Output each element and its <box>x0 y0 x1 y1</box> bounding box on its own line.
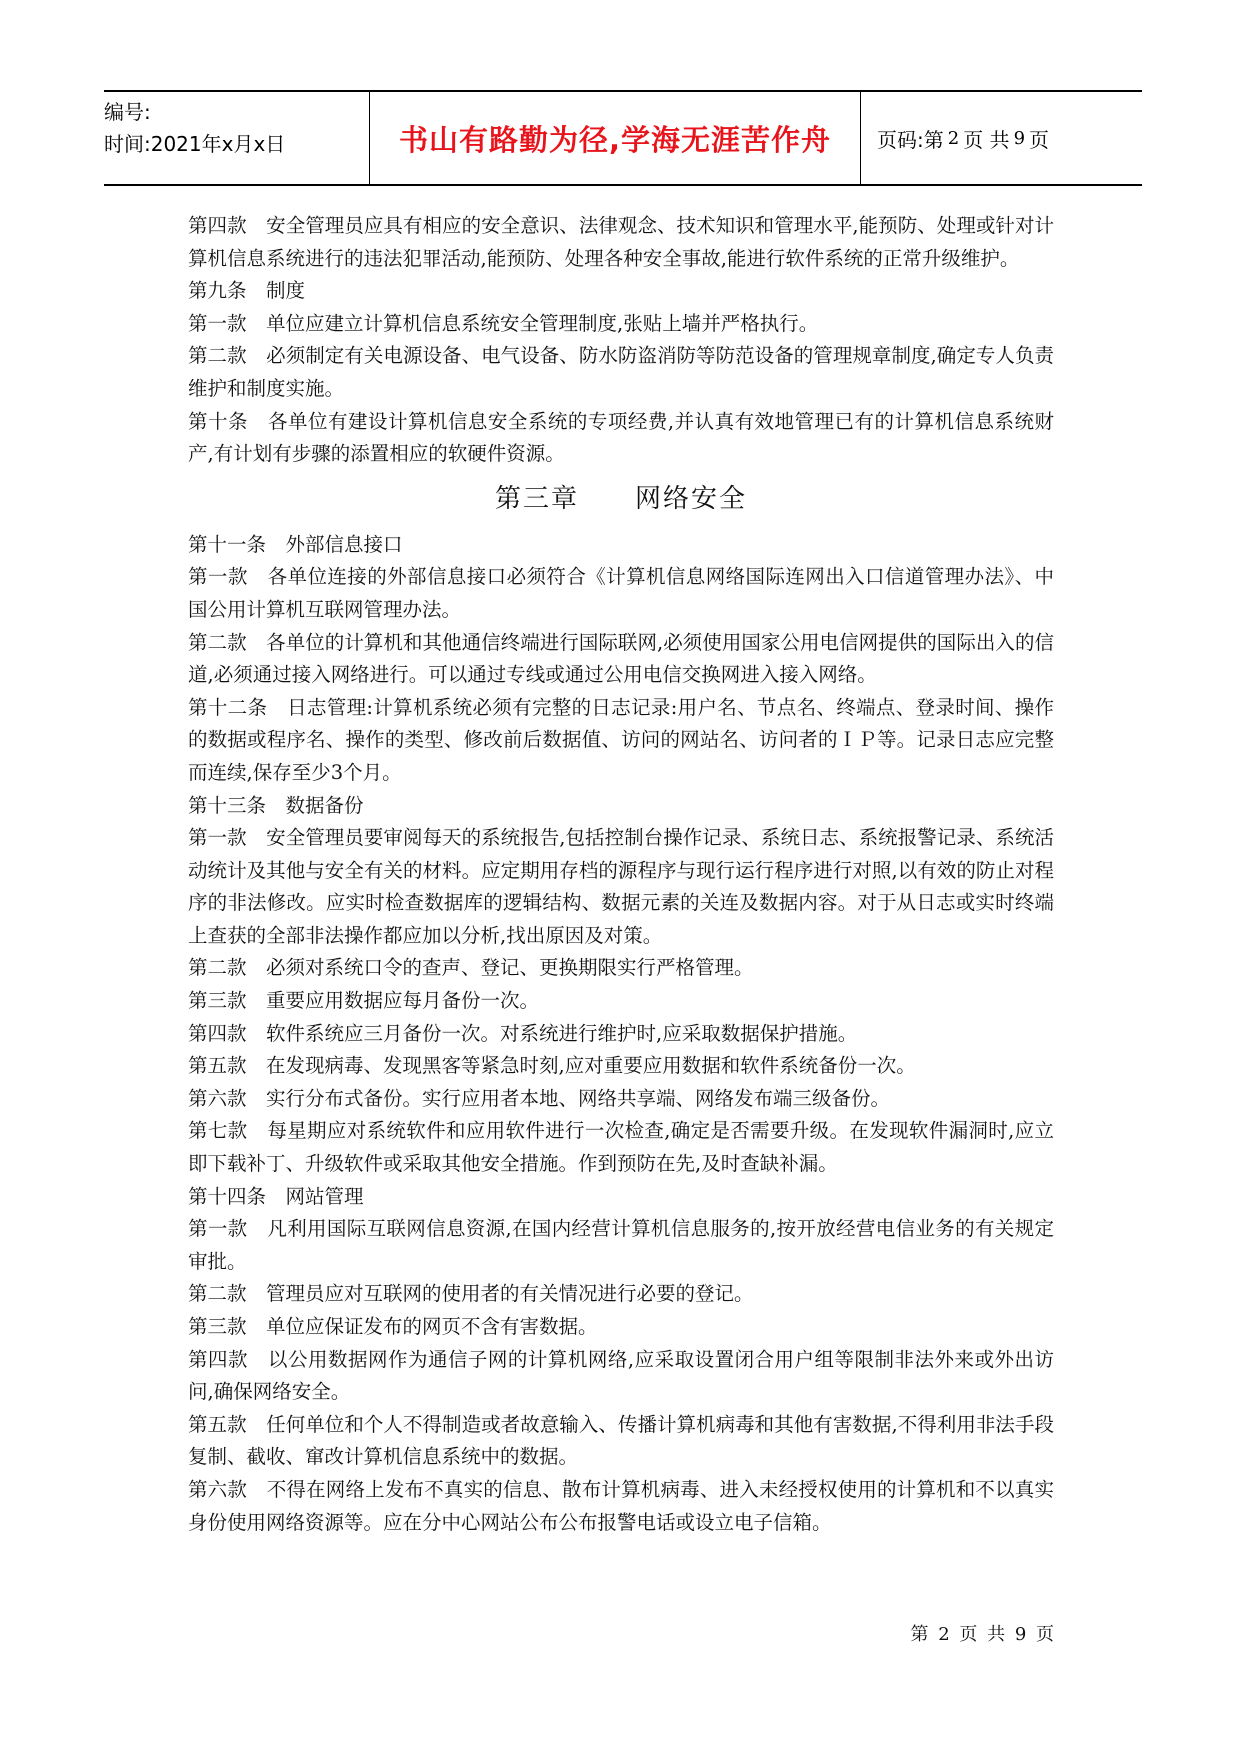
clause-paragraph: 第二款 各单位的计算机和其他通信终端进行国际联网,必须使用国家公用电信网提供的国际出入的信道,必须通过接入网络进行。可以通过专线或通过公用电信交换网进入接入网络。 <box>188 630 1054 687</box>
page-current: 2 <box>947 127 960 149</box>
clause-paragraph: 第一款 单位应建立计算机信息系统安全管理制度,张贴上墙并严格执行。 <box>188 311 819 335</box>
clause-paragraph: 第三款 单位应保证发布的网页不含有害数据。 <box>188 1315 598 1338</box>
page-total: 9 <box>1013 127 1026 149</box>
document-body <box>188 210 1054 1539</box>
header-motto: 书山有路勤为径,学海无涯苦作舟 <box>370 92 861 184</box>
header-page-info <box>861 92 1142 184</box>
clause-paragraph: 第一款 安全管理员要审阅每天的系统报告,包括控制台操作记录、系统日志、系统报警记录、系统活动统计及其他与安全有关的材料。应定期用存档的源程序与现行运行程序进行对照,以有效的防止对程序的非法修改。应实时检查数据库的逻辑结构、数据元素的关连及数据内容。对于从日志或实时终端上查获的全部非法操作都应加以分析,找出原因及对策。 <box>188 826 1054 947</box>
clause-paragraph: 第五款 任何单位和个人不得制造或者故意输入、传播计算机病毒和其他有害数据,不得利用非法手段复制、截收、窜改计算机信息系统中的数据。 <box>188 1412 1054 1469</box>
clause-paragraph: 第七款 每星期应对系统软件和应用软件进行一次检查,确定是否需要升级。在发现软件漏洞时,应立即下载补丁、升级软件或采取其他安全措施。作到预防在先,及时查缺补漏。 <box>188 1119 1054 1176</box>
clause-paragraph: 第二款 必须对系统口令的查声、登记、更换期限实行严格管理。 <box>188 956 754 980</box>
article-heading: 第十三条 数据备份 <box>188 793 364 817</box>
clause-paragraph: 第六款 不得在网络上发布不真实的信息、散布计算机病毒、进入未经授权使用的计算机和不以真实身份使用网络资源等。应在分中心网站公布公布报警电话或设立电子信箱。 <box>188 1477 1054 1534</box>
clause-paragraph: 第四款 安全管理员应具有相应的安全意识、法律观念、技术知识和管理水平,能预防、处理或针对计算机信息系统进行的违法犯罪活动,能预防、处理各种安全事故,能进行软件系统的正常升级维护。 <box>188 214 1054 270</box>
doc-number-label: 编号: <box>104 100 151 124</box>
article-heading: 第九条 制度 <box>188 279 306 303</box>
doc-time-label: 时间:2021年x月x日 <box>104 132 286 156</box>
article-paragraph: 第十条 各单位有建设计算机信息安全系统的专项经费,并认真有效地管理已有的计算机信息系统财产,有计划有步骤的添置相应的软硬件资源。 <box>188 409 1054 466</box>
page-header <box>104 90 1142 186</box>
article-paragraph: 第十二条 日志管理:计算机系统必须有完整的日志记录:用户名、节点名、终端点、登录时间、操作的数据或程序名、操作的类型、修改前后数据值、访问的网站名、访问者的ＩＰ等。记录日志应完整而连续,保存至少3个月。 <box>188 695 1054 784</box>
page-prefix: 页码:第 <box>877 127 944 152</box>
clause-paragraph: 第二款 必须制定有关电源设备、电气设备、防水防盗消防等防范设备的管理规章制度,确定专人负责维护和制度实施。 <box>188 344 1054 400</box>
page-footer: 第 2 页 共 9 页 <box>910 1624 1054 1645</box>
clause-paragraph: 第四款 软件系统应三月备份一次。对系统进行维护时,应采取数据保护措施。 <box>188 1021 858 1045</box>
clause-paragraph: 第六款 实行分布式备份。实行应用者本地、网络共享端、网络发布端三级备份。 <box>188 1086 891 1110</box>
header-meta <box>104 92 370 184</box>
clause-paragraph: 第五款 在发现病毒、发现黑客等紧急时刻,应对重要应用数据和软件系统备份一次。 <box>188 1054 916 1078</box>
clause-paragraph: 第一款 各单位连接的外部信息接口必须符合《计算机信息网络国际连网出入口信道管理办法》、中国公用计算机互联网管理办法。 <box>188 565 1054 621</box>
clause-paragraph: 第三款 重要应用数据应每月备份一次。 <box>188 989 540 1013</box>
chapter-title: 第三章 网络安全 <box>494 483 747 514</box>
article-heading: 第十四条 网站管理 <box>188 1184 364 1208</box>
clause-paragraph: 第二款 管理员应对互联网的使用者的有关情况进行必要的登记。 <box>188 1282 754 1306</box>
page-suffix: 页 <box>1029 127 1050 152</box>
page-mid: 页 共 <box>963 127 1010 152</box>
article-heading: 第十一条 外部信息接口 <box>188 532 403 556</box>
clause-paragraph: 第四款 以公用数据网作为通信子网的计算机网络,应采取设置闭合用户组等限制非法外来或外出访问,确保网络安全。 <box>188 1347 1054 1404</box>
clause-paragraph: 第一款 凡利用国际互联网信息资源,在国内经营计算机信息服务的,按开放经营电信业务的有关规定审批。 <box>188 1217 1054 1273</box>
